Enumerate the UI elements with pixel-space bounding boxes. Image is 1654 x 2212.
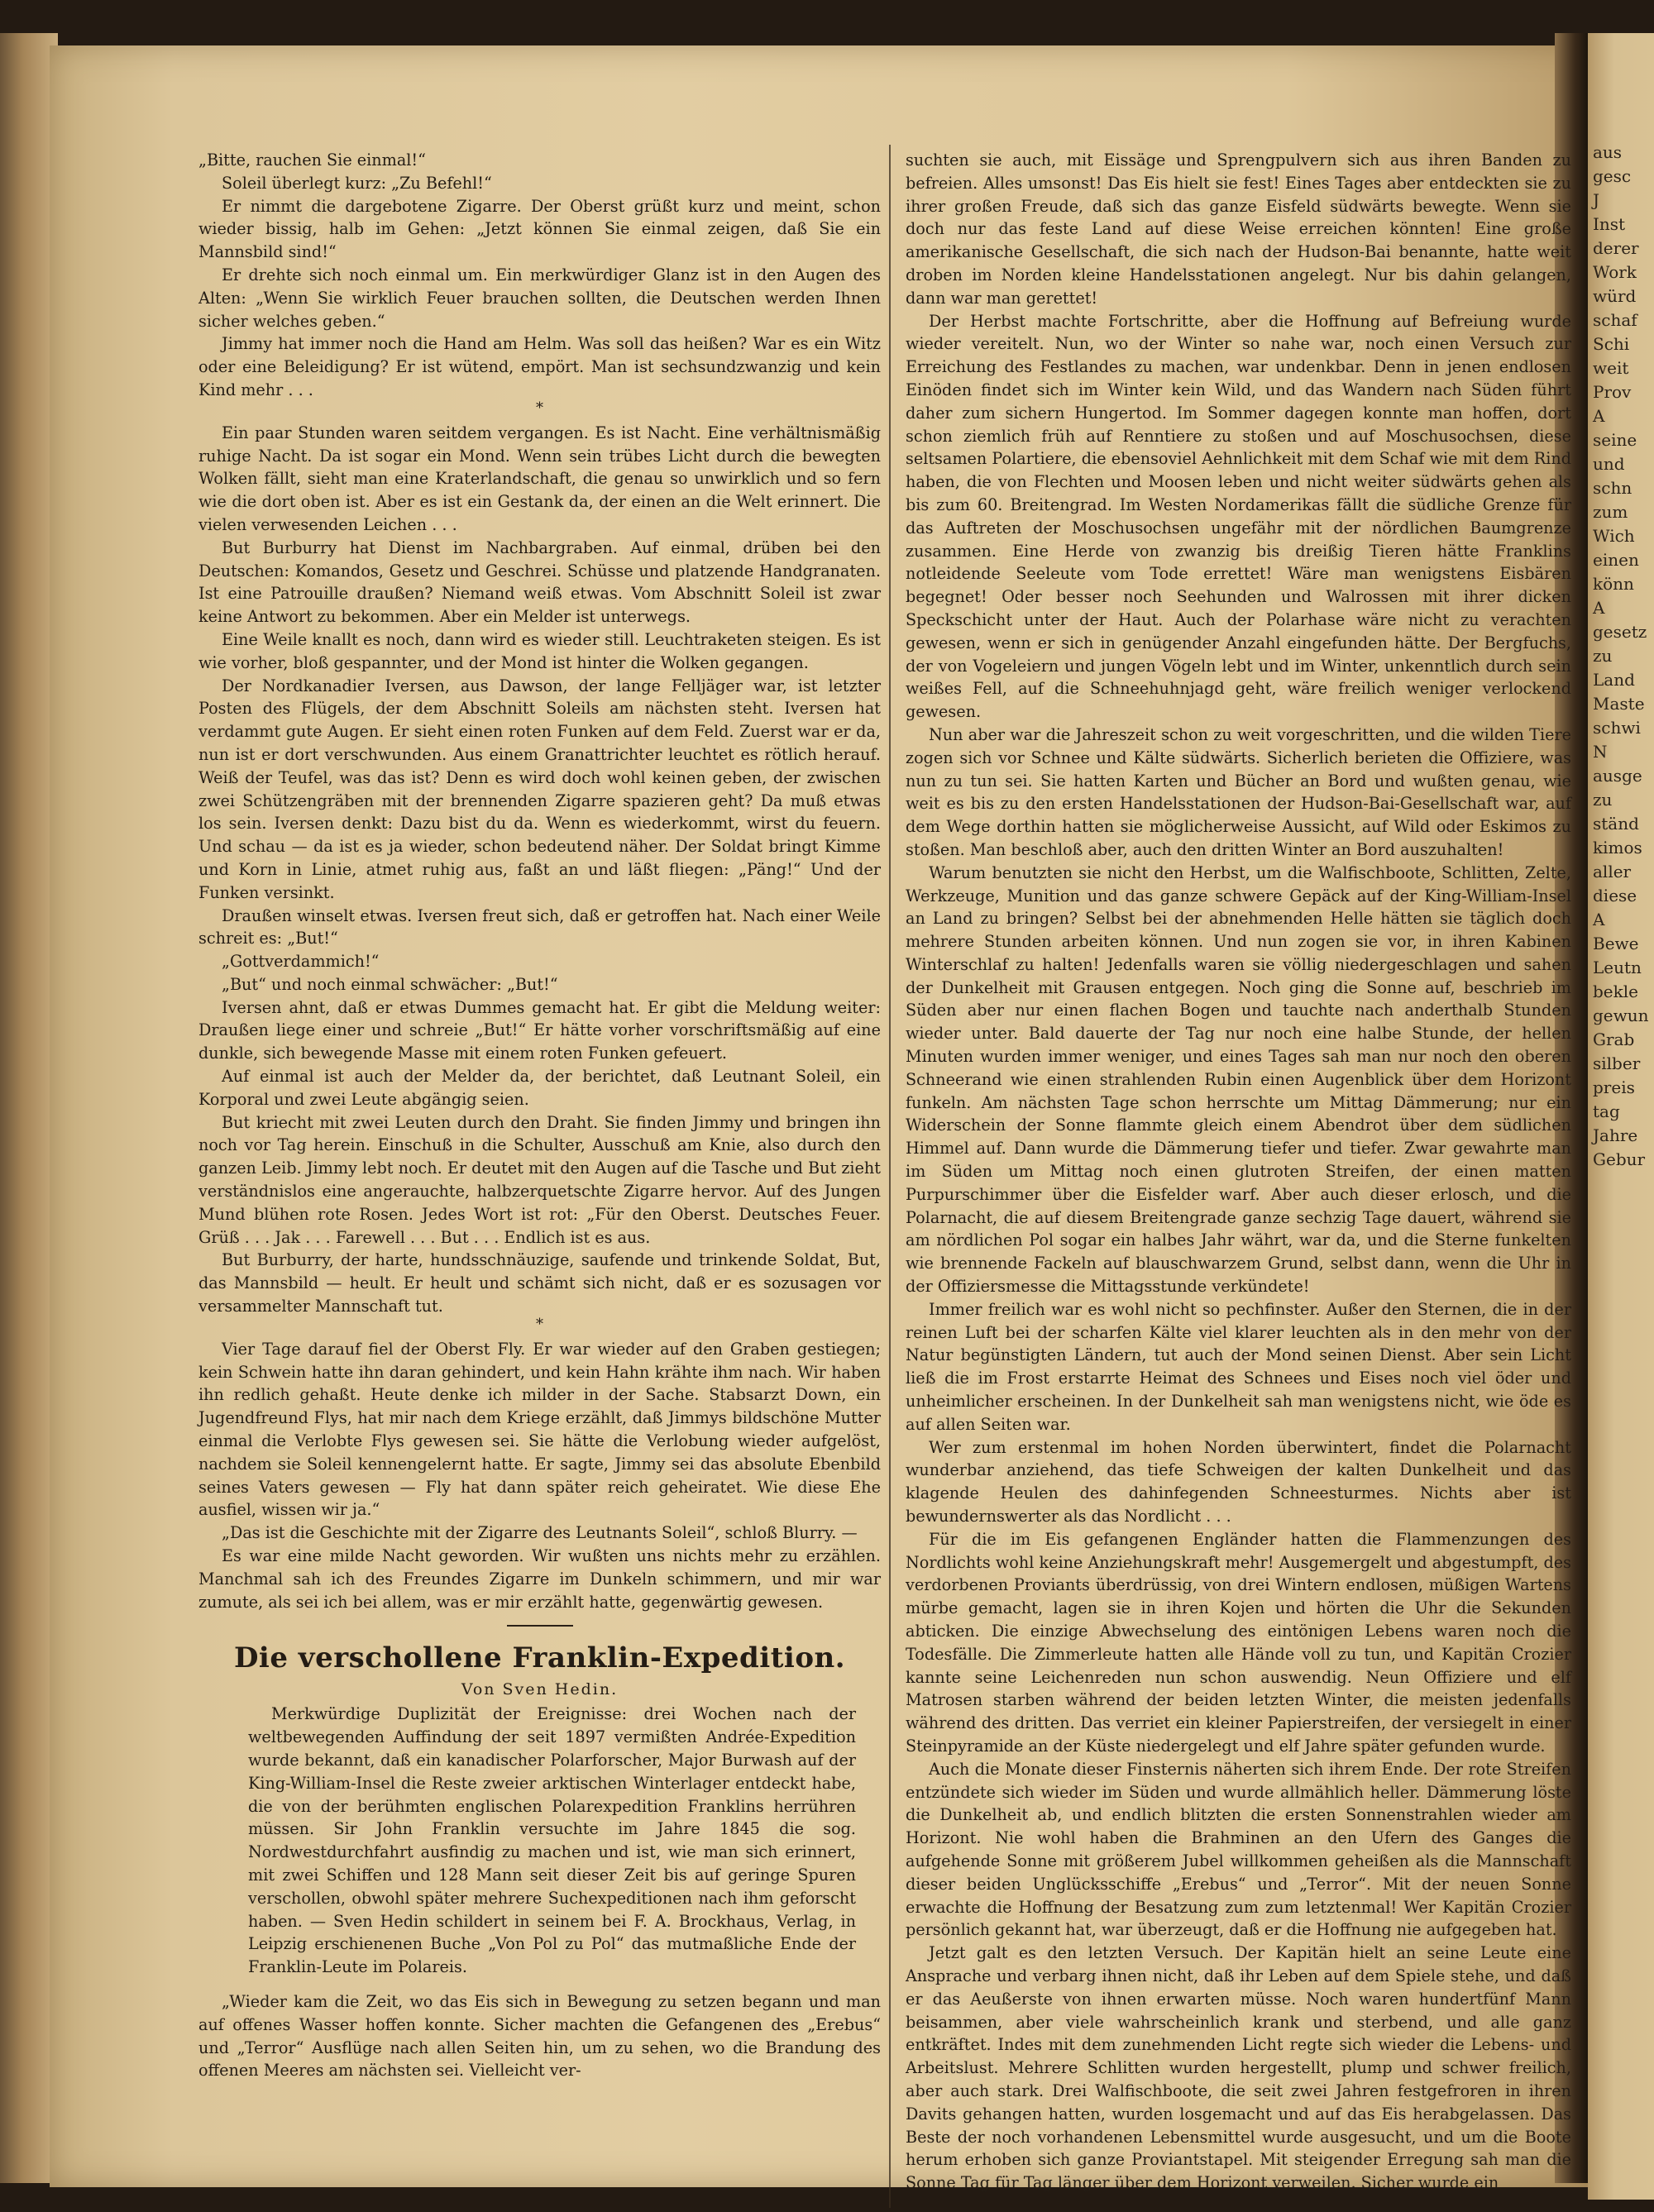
article-paragraph: Der Herbst machte Fortschritte, aber die Hoffnung auf Befreiung wurde wieder vereitelt. Nun, wo der Winter so nahe war, noch einen Versuch zur Erreichung des Festlandes zu machen, war undenkbar. Denn in jenen endlosen Einöden findet sich im Winter kein Wild, und das Wandern nach Süden führt daher zum sichern Hungertod. Im Sommer dagegen konnte man hoffen, dort schon ziemlich früh auf Renntiere zu stoßen und auf Moschusochsen, diese seltsamen Polartiere, die ebensoviel Aehnlichkeit mit dem Schaf wie mit dem Rind haben, die von Flechten und Moosen leben und nicht weiter südwärts gehen als bis zum 60. Breitengrad. Im Westen Nordamerikas fällt die südliche Grenze für das Auftreten der Moschusochsen ungefähr mit der nördlichen Baumgrenze zusammen. Eine Herde von zwanzig bis dreißig Tieren hätte Franklins notleidende Seeleute vom Tode errettet! Wäre man wenigstens Eisbären begegnet! Oder besser noch Seehunden und Walrossen mit ihrer dicken Speckschicht unter der Haut. Auch der Polarhase wäre nicht zu verachten gewesen, wenn er sich in genügender Anzahl eingefunden hätte. Der Bergfuchs, der von Vogeleiern und jungen Vögeln lebt und im Winter, unkenntlich durch sein weißes Fell, auf die Schneehuhnjagd geht, wäre freilich weniger verlockend gewesen. [906, 311, 1571, 722]
article-paragraph: Wer zum erstenmal im hohen Norden überwintert, findet die Polarnacht wunderbar anziehend, das tiefe Schweigen der kalten Dunkelheit und das klagende Heulen des dahinfegenden Schneesturmes. Nichts aber ist bewundernswerter als das Nordlicht . . . [906, 1437, 1571, 1526]
story-paragraph: Auf einmal ist auch der Melder da, der berichtet, daß Leutnant Soleil, ein Korporal und zwei Leute abgängig seien. [198, 1067, 881, 1109]
story-paragraph: Ein paar Stunden waren seitdem vergangen. Es ist Nacht. Eine verhältnismäßig ruhige Nacht. Da ist sogar ein Mond. Wenn sein trübes Licht durch die bewegten Wolken fällt, sieht man eine Kraterlandschaft, die genau so unwirklich und so fern wie die dort oben ist. Aber es ist ein Gestank da, der einen an die Welt erinnert. Die vielen verwesenden Leichen . . . [198, 423, 881, 534]
story-paragraph: Jimmy hat immer noch die Hand am Helm. Was soll das heißen? War es ein Witz oder eine Beleidigung? Er ist wütend, empört. Man ist sechsundzwanzig und kein Kind mehr . . . [198, 334, 881, 399]
story-paragraph: Iversen ahnt, daß er etwas Dummes gemacht hat. Er gibt die Meldung weiter: Draußen liege einer und schreie „But!“ Er hätte vorher vorschriftsmäßig auf eine dunkle, sich bewegende Masse mit einem roten Funken gefeuert. [198, 997, 881, 1063]
story-paragraph: Der Nordkanadier Iversen, aus Dawson, der lange Felljäger war, ist letzter Posten des Flügels, der dem Abschnitt Soleils am nächsten steht. Iversen hat verdammt gute Augen. Er sieht einen roten Funken auf dem Feld. Zuerst war er da, nun ist er dort verschwunden. Aus einem Granattrichter leuchtet es rötlich herauf. Weiß der Teufel, was das ist? Denn es wird doch wohl keinen geben, der zwischen zwei Schützengräben mit der brennenden Zigarre spazieren geht? Da muß etwas los sein. Iversen denkt: Dazu bist du da. Wenn es wiederkommt, wirst du feuern. Und schau — da ist es ja wieder, schon bedeutend näher. Der Soldat bringt Kimme und Korn in Linie, atmet ruhig aus, faßt an und läßt fliegen: „Päng!“ Und der Funken versinkt. [198, 676, 881, 902]
intro-paragraph: Merkwürdige Duplizität der Ereignisse: drei Wochen nach der weltbewegenden Auffindung der seit 1897 vermißten Andrée-Expedition wurde bekannt, daß ein kanadischer Polarforscher, Major Burwash auf der King-William-Insel die Reste zweier arktischen Winterlager entdeckt habe, die von der berühmten englischen Polarexpedition Franklins herrühren müssen. Sir John Franklin versuchte im Jahre 1845 die sog. Nordwestdurchfahrt ausfindig zu machen und ist, wie man sich erinnert, mit zwei Schiffen und 128 Mann seit dieser Zeit bis auf geringe Spuren verschollen, obwohl später mehrere Suchexpeditionen nach ihm geforscht haben. — Sven Hedin schildert in seinem bei F. A. Brockhaus, Verlag, in Leipzig erschienenen Buche „Von Pol zu Pol“ das mutmaßliche Ende der Franklin-Leute im Polareis. [248, 1704, 856, 1977]
article-title: Die verschollene Franklin-Expedition. [233, 1641, 846, 1675]
article-byline: Von Sven Hedin. [461, 1680, 619, 1699]
article-paragraph: Warum benutzten sie nicht den Herbst, um die Walfischboote, Schlitten, Zelte, Werkzeuge, Munition und das ganze schwere Gepäck auf der King-William-Insel an Land zu bringen? Selbst bei der abnehmenden Helle hätten sie täglich doch mehrere Stunden arbeiten können. Und nun zogen sie vor, in ihren Kabinen Winterschlaf zu halten! Jedenfalls waren sie völlig niedergeschlagen und sahen der Dunkelheit mit Grausen entgegen. Noch ging die Sonne auf, beschrieb im Süden aber nur einen flachen Bogen und tauchte nach anderthalb Stunden wieder unter. Bald dauerte der Tag nur noch eine halbe Stunde, der hellen Minuten wurden immer weniger, und eines Tages sah man nur noch den oberen Schneerand wie einen strahlenden Rubin einen Augenblick über dem Horizont funkeln. Am nächsten Tage schon herrschte um Mittag Dämmerung; nur ein Widerschein der Sonne flammte gleich einem Abendrot über dem südlichen Himmel auf. Dann wurde die Dämmerung tiefer und tiefer. Zwar gewahrte man im Süden um Mittag noch einen glutroten Streifen, der einen matten Purpurschimmer über die Eisfelder warf. Aber auch dieser erlosch, und die Polarnacht, die auf diesem Breitengrade ganze sechzig Tage dauert, während sie am nördlichen Pol sogar ein halbes Jahr währt, war da, und die Sterne funkelten wie brennende Fackeln auf blauschwarzem Grund, selbst dann, wenn die Uhr in der Offiziersmesse die Mittagsstunde verkündete! [906, 862, 1571, 1297]
story-paragraph: „But“ und noch einmal schwächer: „But!“ [222, 974, 558, 994]
story-paragraph: Eine Weile knallt es noch, dann wird es wieder still. Leuchtraketen steigen. Es ist wie vorher, bloß gespannter, und der Mond ist hinter die Wolken gegangen. [198, 629, 881, 672]
story-paragraph: Soleil überlegt kurz: „Zu Befehl!“ [222, 173, 492, 193]
story-paragraph: Er nimmt die dargebotene Zigarre. Der Oberst grüßt kurz und meint, schon wieder bissig, halb im Gehen: „Jetzt können Sie einmal zeigen, daß Sie ein Mannsbild sind!“ [198, 196, 881, 262]
story-paragraph: „Das ist die Geschichte mit der Zigarre des Leutnants Soleil“, schloß Blurry. — [222, 1523, 858, 1543]
spacer [198, 1979, 881, 1990]
story-paragraph: Vier Tage darauf fiel der Oberst Fly. Er war wieder auf den Graben gestiegen; kein Schwein hatte ihn daran gehindert, und kein Hahn krähte ihm nach. Wir haben ihn redlich gehaßt. Heute denke ich milder in der Sache. Stabsarzt Down, ein Jugendfreund Flys, hat mir nach dem Kriege erzählt, daß Jimmys bildschöne Mutter einmal die Verlobte Flys gewesen sei. Sie hätte die Verlobung wieder aufgelöst, nachdem sie Soleil kennengelernt hatte. Er sagte, Jimmy sei das absolute Ebenbild seines Vaters gewesen — Fly hat dann später reich geheiratet. Wie diese Ehe ausfiel, wissen wir ja.“ [198, 1339, 881, 1520]
article-paragraph: suchten sie auch, mit Eissäge und Sprengpulvern sich aus ihren Banden zu befreien. Alles umsonst! Das Eis hielt sie fest! Eines Tages aber entdeckten sie zu ihrer großen Freude, daß sich das ganze Eisfeld südwärts bewegte. Wenn sie doch nur das feste Land auf diese Weise erreichen könnten! Eine große amerikanische Gesellschaft, die sich nach der Hudson-Bai benannte, hatte weit droben im Norden kleine Handelsstationen angelegt. Nur bis dahin gelangen, dann war man gerettet! [906, 150, 1571, 308]
article-paragraph: Jetzt galt es den letzten Versuch. Der Kapitän hielt an seine Leute eine Ansprache und verbarg ihnen nicht, daß ihr Leben auf dem Spiele stehe, und daß er das Aeußerste von ihnen erwarten müsse. Noch waren hundertfünf Mann beisammen, aber viele wahrscheinlich krank und sterbend, und alle ganz entkräftet. Indes mit dem zunehmenden Licht regte sich wieder die Lebens- und Arbeitslust. Mehrere Schlitten wurden hergestellt, plump und schwer freilich, aber auch stark. Drei Walfischboote, die seit zwei Jahren festgefroren in ihren Davits gehangen hatten, wurden losgemacht und auf das Eis herabgelassen. Das Beste der noch vorhandenen Lebensmittel wurde ausgesucht, und um die Boote herum erhoben sich ganze Proviantstapel. Mit steigender Erregung sah man die Sonne Tag für Tag länger über dem Horizont verweilen. Sicher wurde ein [906, 1943, 1571, 2193]
adjacent-page-edge [1588, 33, 1654, 2200]
left-column [198, 149, 881, 2082]
story-paragraph: But Burburry hat Dienst im Nachbargraben. Auf einmal, drüben bei den Deutschen: Komandos, Gesetz und Geschrei. Schüsse und platzende Handgranaten. Ist eine Patrouille draußen? Niemand weiß etwas. Vom Abschnitt Soleil ist zwar keine Antwort zu bekommen. Aber ein Melder ist unterwegs. [198, 537, 881, 627]
story-paragraph: Es war eine milde Nacht geworden. Wir wußten uns nichts mehr zu erzählen. Manchmal sah ich des Freundes Zigarre im Dunkeln schimmern, und mir war zumute, als sei ich bei allem, was er mir erzählt hatte, gegenwärtig gewesen. [198, 1546, 881, 1612]
adjacent-page-fragment: aus gesc J Inst derer Work würd schaf Schi weit Prov A seine und schn zum Wich einen könn A gesetz zu Land Maste schwi N ausge zu ständ kimos aller diese A Bewe Leutn bekle gewun Grab silber preis tag Jahre Gebur [1593, 142, 1649, 1169]
article-intro [248, 1703, 856, 1979]
article-paragraph: Auch die Monate dieser Finsternis näherten sich ihrem Ende. Der rote Streifen entzündete sich wieder im Süden und wurde allmählich heller. Dämmerung löste die Dunkelheit ab, und endlich blitzten die ersten Sonnenstrahlen wieder am Horizont. Nie wohl haben die Brahminen an den Ufern des Ganges die aufgehende Sonne mit größerem Jubel willkommen geheißen als die Mannschaft dieser beiden Unglücksschiffe „Erebus“ und „Terror“. Mit der neuen Sonne erwachte die Hoffnung der Besatzung zum zum letztenmal! Wer Kapitän Crozier persönlich gekannt hat, war überzeugt, daß er die Hoffnung nie aufgegeben hat. [906, 1759, 1571, 1940]
story-paragraph: But Burburry, der harte, hundsschnäuzige, saufende und trinkende Soldat, But, das Mannsbild — heult. Er heult und schämt sich nicht, daß er es sozusagen vor versammelter Mannschaft tut. [198, 1250, 881, 1316]
article-paragraph: Für die im Eis gefangenen Engländer hatten die Flammenzungen des Nordlichts wohl keine Anziehungskraft mehr! Ausgemergelt und abgestumpft, des verdorbenen Proviants überdrüssig, von drei Wintern endlosen, müßigen Wartens mürbe gemacht, lagen sie in ihren Kojen und hörten die Uhr die Sekunden abticken. Die einzige Abwechselung des eintönigen Lebens waren noch die Todesfälle. Die Zimmerleute hatten alle Hände voll zu tun, und Kapitän Crozier kannte seine Leichenreden nun schon auswendig. Neun Offiziere und elf Matrosen starben während der beiden letzten Winter, die meisten jedenfalls während des dritten. Das verriet ein kleiner Papierstreifen, der versiegelt in einer Steinpyramide an der Küste niedergelegt und elf Jahre später gefunden wurde. [906, 1529, 1571, 1756]
article-paragraph: Immer freilich war es wohl nicht so pechfinster. Außer den Sternen, die in der reinen Luft bei der scharfen Kälte viel klarer leuchten als in den mehr von der Natur begünstigten Ländern, tut auch der Mond seinen Dienst. Aber sein Licht ließ die im Frost erstarrte Heimat des Schnees und Eises noch viel öder und unheimlicher erscheinen. In der Dunkelheit sah man wenigstens nicht, wie öde es auf allen Seiten war. [906, 1299, 1571, 1434]
article-paragraph: Nun aber war die Jahreszeit schon zu weit vorgeschritten, und die wilden Tiere zogen sich vor Schnee und Kälte südwärts. Sicherlich berieten die Offiziere, was nun zu tun sei. Sie hatten Karten und Bücher an Bord und wußten genau, wie weit es bis zu den ersten Handelsstationen der Hudson-Bai-Gesellschaft war, auf dem Wege dorthin hatten sie möglicherweise Aussicht, auf Wild oder Eskimos zu stoßen. Man beschloß aber, auch den dritten Winter an Bord auszuhalten! [906, 724, 1571, 859]
right-column [906, 149, 1571, 2195]
story-paragraph: Er drehte sich noch einmal um. Ein merkwürdiger Glanz ist in den Augen des Alten: „Wenn Sie wirklich Feuer brauchen sollten, die Deutschen werden Ihnen sicher welches geben.“ [198, 265, 881, 331]
story-paragraph: But kriecht mit zwei Leuten durch den Draht. Sie finden Jimmy und bringen ihn noch vor Tag herein. Einschuß in die Schulter, Ausschuß am Knie, also durch den ganzen Leib. Jimmy lebt noch. Er deutet mit den Augen auf die Tasche und But zieht verständnislos eine angerauchte, halbzerquetschte Zigarre hervor. Auf des Jungen Mund blühen rote Rosen. Jedes Wort ist rot: „Für den Oberst. Deutsches Feuer. Grüß . . . Jak . . . Farewell . . . But . . . Endlich ist es aus. [198, 1112, 881, 1247]
article-paragraph: „Wieder kam die Zeit, wo das Eis sich in Bewegung zu setzen begann und man auf offenes Wasser hoffen konnte. Sicher machten die Gefangenen des „Erebus“ und „Terror“ Ausflüge nach allen Seiten hin, um zu sehen, wo die Brandung des offenen Meeres am nächsten sei. Vielleicht ver- [198, 1991, 881, 2081]
story-paragraph: Draußen winselt etwas. Iversen freut sich, daß er getroffen hat. Nach einer Weile schreit es: „But!“ [198, 905, 881, 948]
column-rule [889, 145, 891, 2208]
section-star: * [536, 399, 543, 417]
story-paragraph: „Gottverdammich!“ [222, 952, 380, 972]
section-divider [507, 1625, 573, 1627]
story-paragraph: „Bitte, rauchen Sie einmal!“ [198, 150, 426, 170]
section-star: * [536, 1315, 543, 1333]
